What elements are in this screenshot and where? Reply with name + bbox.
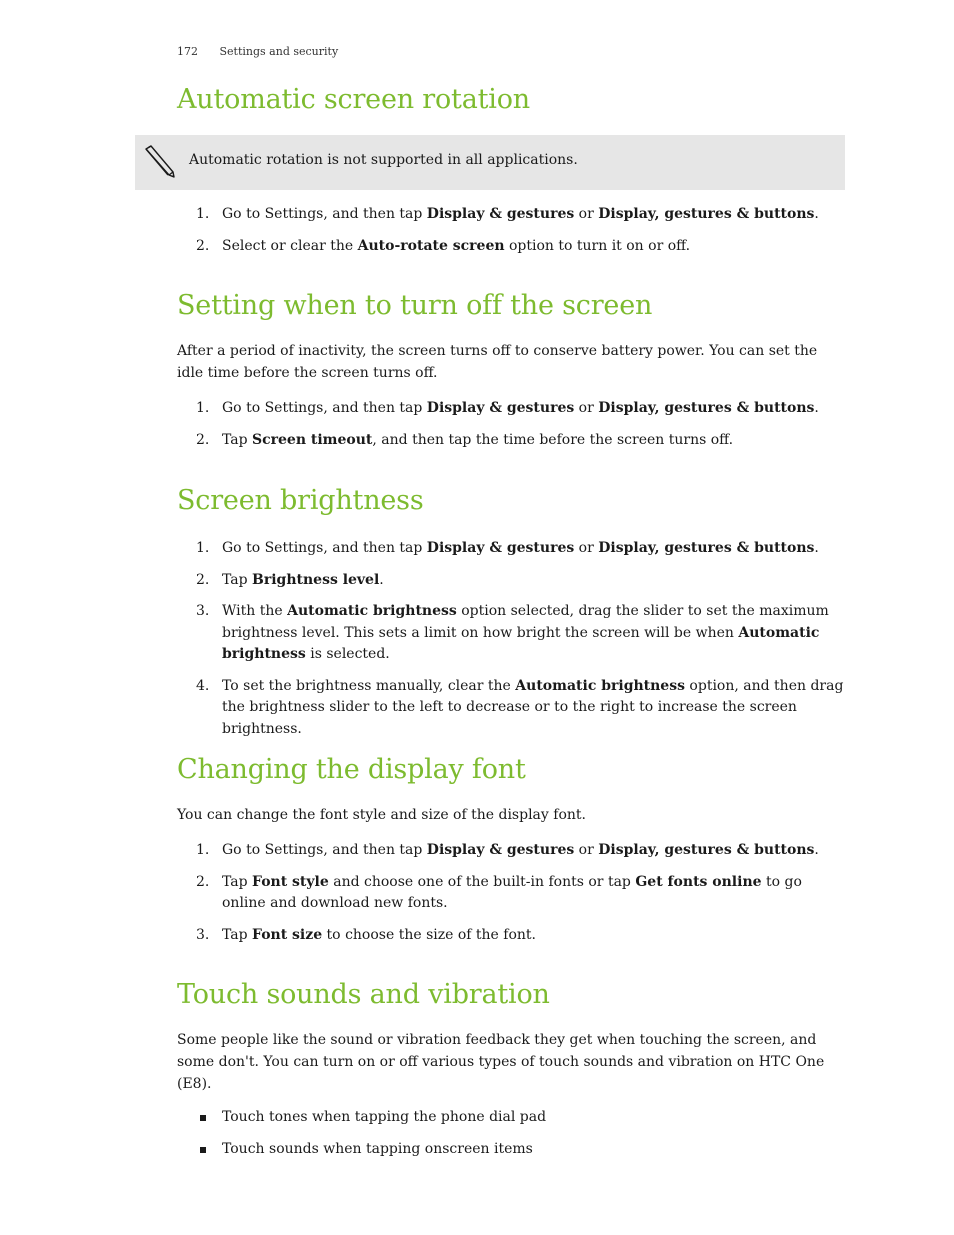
step-text: Select or clear the (222, 237, 358, 254)
step-text: or (574, 206, 599, 222)
square-bullet-icon (200, 1115, 206, 1121)
step-number: 3. (196, 603, 210, 619)
ui-term: Screen timeout (252, 431, 373, 448)
bullet-list (177, 1107, 847, 1160)
step-item (177, 538, 847, 560)
step-number: 1. (196, 400, 210, 416)
step-text: With the (222, 603, 288, 619)
section-heading: Screen brightness (177, 485, 424, 516)
ui-term: Display, gestures & buttons (598, 842, 815, 858)
ui-term: Display & gestures (426, 540, 575, 556)
page-number: 172 (177, 45, 198, 58)
step-text: Tap (222, 571, 253, 588)
bullet-item (177, 1139, 847, 1161)
section-screen-timeout (177, 289, 847, 451)
running-section-title: Settings and security (219, 45, 339, 58)
step-text: Go to Settings, and then tap (222, 540, 427, 556)
intro-paragraph: After a period of inactivity, the screen turns off to conserve battery power. You can set the idle time before the screen turns off. (177, 343, 818, 381)
steps-list (177, 398, 847, 451)
section-display-font (177, 753, 847, 946)
intro-paragraph: Some people like the sound or vibration feedback they get when touching the screen, and some don't. You can turn on or off various types of touch sounds and vibration on HTC One (E8). (177, 1032, 825, 1092)
ui-term: Font size (252, 926, 323, 943)
step-item (177, 570, 847, 592)
section-touch-sounds (177, 978, 847, 1160)
section-heading: Changing the display font (177, 754, 526, 785)
step-text: Go to Settings, and then tap (222, 400, 427, 416)
section-screen-brightness (177, 484, 847, 740)
step-text: option to turn it on or off. (504, 237, 691, 254)
pencil-note-icon (142, 144, 176, 178)
steps-list (177, 538, 847, 740)
ui-term: Display, gestures & buttons (598, 206, 815, 222)
step-text: option, and then drag the brightness slider to the left to decrease or to the right to increase the screen brightness. (222, 677, 844, 737)
step-text: or (574, 540, 599, 556)
step-text: option selected, drag the slider to set the maximum brightness level. This sets a limit on how bright the screen will be when (222, 603, 829, 641)
step-number: 1. (196, 206, 210, 222)
step-text: . (814, 206, 819, 222)
step-item (177, 601, 847, 666)
ui-term: Automatic brightness (515, 677, 685, 694)
step-text: Tap (222, 873, 253, 890)
step-item (177, 204, 847, 226)
step-number: 3. (196, 926, 210, 943)
step-text: Go to Settings, and then tap (222, 206, 427, 222)
step-number: 4. (196, 677, 210, 694)
step-item (177, 925, 847, 947)
steps-list (177, 840, 847, 946)
step-text: to choose the size of the font. (322, 926, 536, 943)
step-item (177, 398, 847, 420)
ui-term: Display & gestures (426, 400, 575, 416)
step-item (177, 872, 847, 915)
ui-term: Display & gestures (426, 206, 575, 222)
ui-term: Display, gestures & buttons (598, 540, 815, 556)
step-item (177, 236, 847, 258)
page-header (177, 45, 338, 58)
bullet-item (177, 1107, 847, 1129)
step-number: 2. (196, 431, 210, 448)
ui-term: Get fonts online (635, 873, 762, 890)
section-1-steps (177, 204, 847, 257)
step-text: to go online and download new fonts. (222, 873, 802, 911)
step-text: Tap (222, 431, 253, 448)
step-text: . (814, 540, 819, 556)
step-item (177, 430, 847, 452)
bullet-text: Touch tones when tapping the phone dial pad (222, 1109, 547, 1125)
ui-term: Auto-rotate screen (357, 237, 505, 254)
step-text: . (814, 400, 819, 416)
section-heading: Automatic screen rotation (177, 84, 530, 115)
section-automatic-screen-rotation (177, 83, 847, 117)
ui-term: Automatic brightness (222, 624, 820, 662)
steps-list (177, 204, 847, 257)
square-bullet-icon (200, 1147, 206, 1153)
step-text: , and then tap the time before the screen turns off. (372, 431, 734, 448)
step-text: Go to Settings, and then tap (222, 842, 427, 858)
intro-paragraph: You can change the font style and size of the display font. (177, 807, 586, 823)
step-text: or (574, 400, 599, 416)
step-text: . (814, 842, 819, 858)
ui-term: Brightness level (252, 571, 380, 588)
step-number: 1. (196, 842, 210, 858)
ui-term: Automatic brightness (287, 603, 457, 619)
section-heading: Touch sounds and vibration (177, 979, 550, 1010)
step-text: To set the brightness manually, clear the (222, 677, 516, 694)
step-number: 2. (196, 237, 210, 254)
section-heading: Setting when to turn off the screen (177, 290, 653, 321)
ui-term: Font style (252, 873, 329, 890)
ui-term: Display, gestures & buttons (598, 400, 815, 416)
step-text: and choose one of the built-in fonts or tap (328, 873, 636, 890)
step-number: 2. (196, 873, 210, 890)
step-text: is selected. (305, 646, 390, 662)
step-item (177, 676, 847, 741)
step-number: 2. (196, 571, 210, 588)
step-text: or (574, 842, 599, 858)
note-box (135, 135, 845, 190)
step-text: . (379, 571, 384, 588)
step-item (177, 840, 847, 862)
ui-term: Display & gestures (426, 842, 575, 858)
step-number: 1. (196, 540, 210, 556)
bullet-text: Touch sounds when tapping onscreen items (222, 1140, 533, 1157)
step-text: Tap (222, 926, 253, 943)
note-text: Automatic rotation is not supported in all applications. (189, 152, 578, 168)
